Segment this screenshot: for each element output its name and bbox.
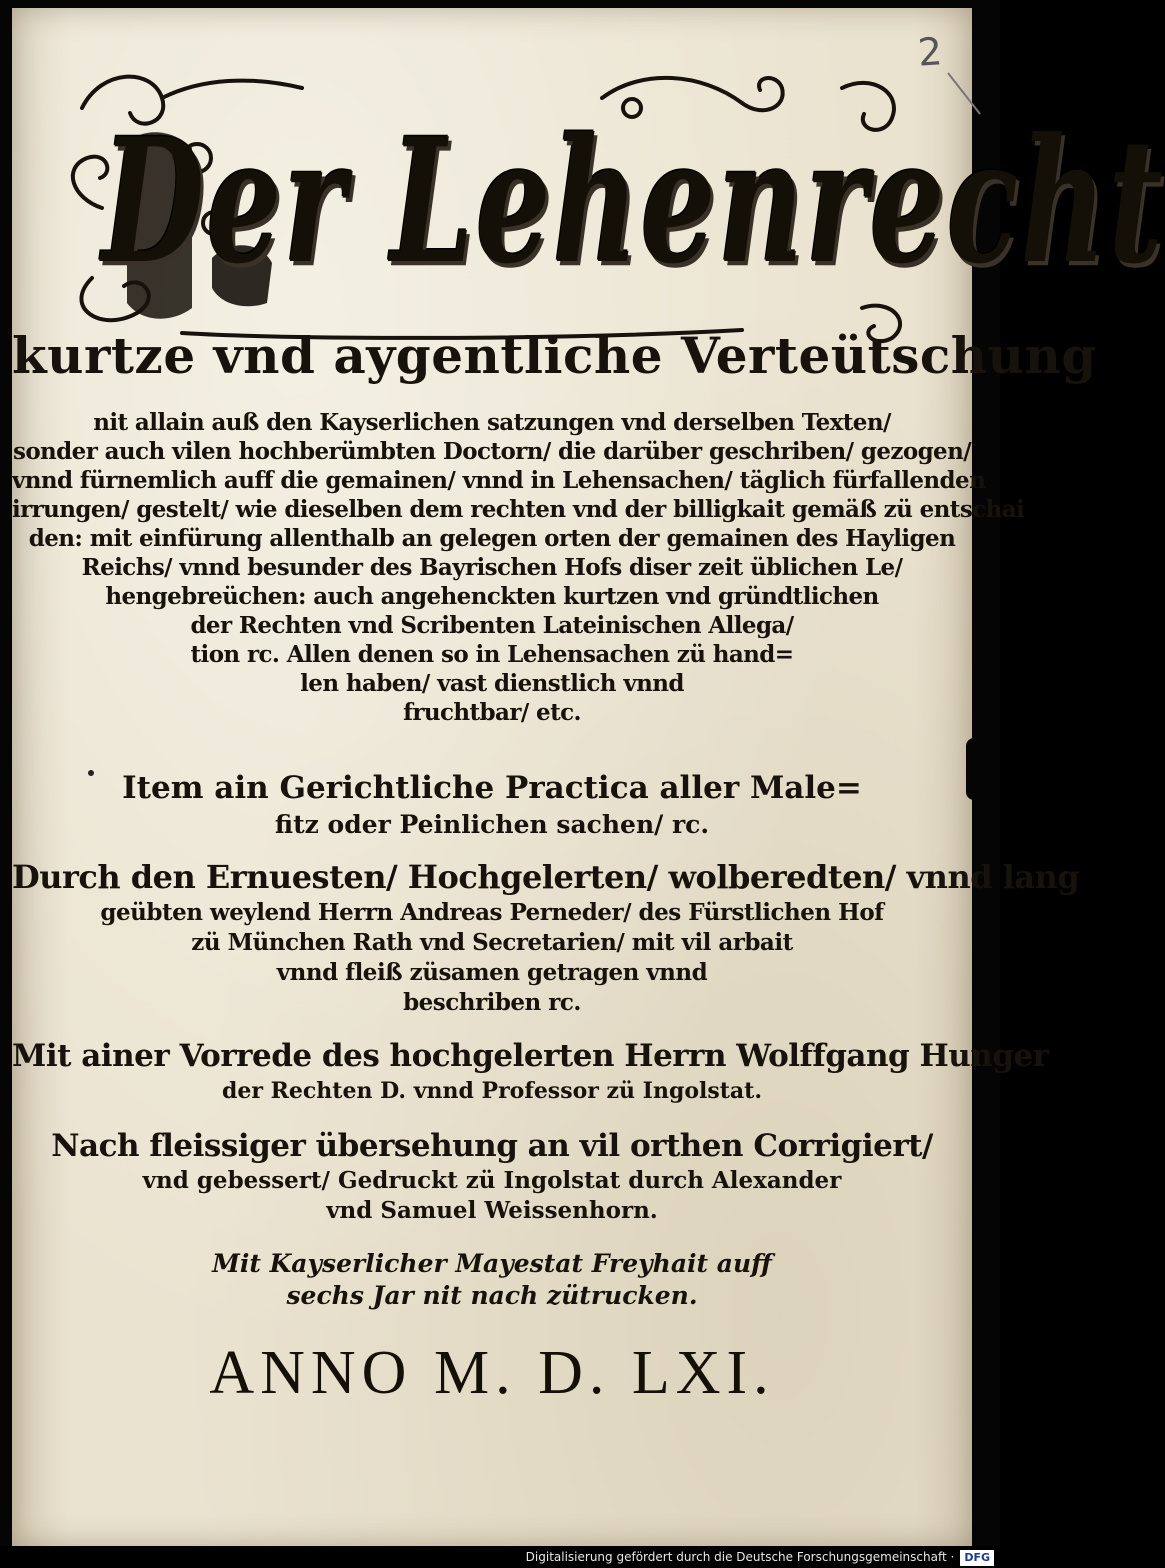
title-page	[12, 8, 1165, 1546]
handwritten-page-number: 2	[916, 29, 944, 75]
text-line: den: mit einfürung allenthalb an gelegen orten der gemainen des Hayligen	[28, 525, 956, 552]
text-line: vnnd fleiß züsamen getragen vnnd	[276, 959, 708, 986]
subtitle: kurtze vnd aygentliche Verteütschung	[12, 326, 1097, 385]
text-line: sechs Jar nit nach zütrucken.	[286, 1281, 698, 1310]
author-block	[12, 856, 1080, 1018]
text-line: Item ain Gerichtliche Practica aller Male=	[122, 770, 862, 806]
text-line: geübten weylend Herrn Andreas Perneder/ des Fürstlichen Hof	[100, 899, 884, 926]
practica-block	[12, 768, 972, 842]
text-line: Mit Kayserlicher Mayestat Freyhait auff	[212, 1249, 772, 1278]
text-line: vnnd fürnemlich auff die gemainen/ vnnd in Lehensachen/ täglich fürfallenden	[12, 467, 986, 494]
imprint-year: ANNO M. D. LXI.	[209, 1339, 775, 1407]
preface-block	[12, 1036, 1049, 1106]
decorated-title-heading: Der Lehenrecht	[102, 100, 1165, 302]
text-line: Reichs/ vnnd besunder des Bayrischen Hofs diser zeit üblichen Le/	[81, 554, 903, 581]
text-line: fitz oder Peinlichen sachen/ rc.	[274, 810, 710, 839]
text-line: der Rechten D. vnnd Professor zü Ingolstat.	[222, 1078, 762, 1104]
text-line: Nach fleissiger übersehung an vil orthen Corrigiert/	[51, 1128, 933, 1164]
digitization-footer	[0, 1546, 1000, 1568]
text-line: sonder auch vilen hochberümbten Doctorn/ die darüber geschriben/ gezogen/	[12, 438, 972, 465]
text-line: irrungen/ gestelt/ wie dieselben dem rechten vnd der billigkait gemäß zü entschai	[12, 496, 1025, 523]
text-line: zü München Rath vnd Secretarien/ mit vil arbait	[191, 929, 793, 956]
text-line: beschriben rc.	[403, 989, 581, 1016]
binding-notch	[966, 738, 982, 800]
text-line: len haben/ vast dienstlich vnnd	[300, 670, 684, 697]
text-line: Durch den Ernuesten/ Hochgelerten/ wolberedten/ vnnd lang	[12, 858, 1080, 896]
privilege-block	[12, 1248, 972, 1312]
text-line: Mit ainer Vorrede des hochgelerten Herrn Wolffgang Hunger	[12, 1038, 1049, 1074]
footer-credit-text: Digitalisierung gefördert durch die Deutsche Forschungsgemeinschaft ·	[525, 1550, 955, 1564]
text-line: der Rechten vnd Scribenten Lateinischen Allega/	[190, 612, 794, 639]
text-line: vnd Samuel Weissenhorn.	[326, 1197, 658, 1224]
text-line: hengebreüchen: auch angehenckten kurtzen vnd gründtlichen	[105, 583, 879, 610]
text-line: tion rc. Allen denen so in Lehensachen zü hand=	[190, 641, 794, 668]
text-line: nit allain auß den Kayserlichen satzungen vnd derselben Texten/	[93, 409, 891, 436]
dfg-logo: DFG	[960, 1550, 994, 1566]
text-line: vnd gebessert/ Gedruckt zü Ingolstat durch Alexander	[142, 1167, 842, 1194]
text-line: fruchtbar/ etc.	[403, 699, 581, 726]
main-description-block	[12, 408, 1025, 727]
printing-block	[12, 1126, 972, 1226]
